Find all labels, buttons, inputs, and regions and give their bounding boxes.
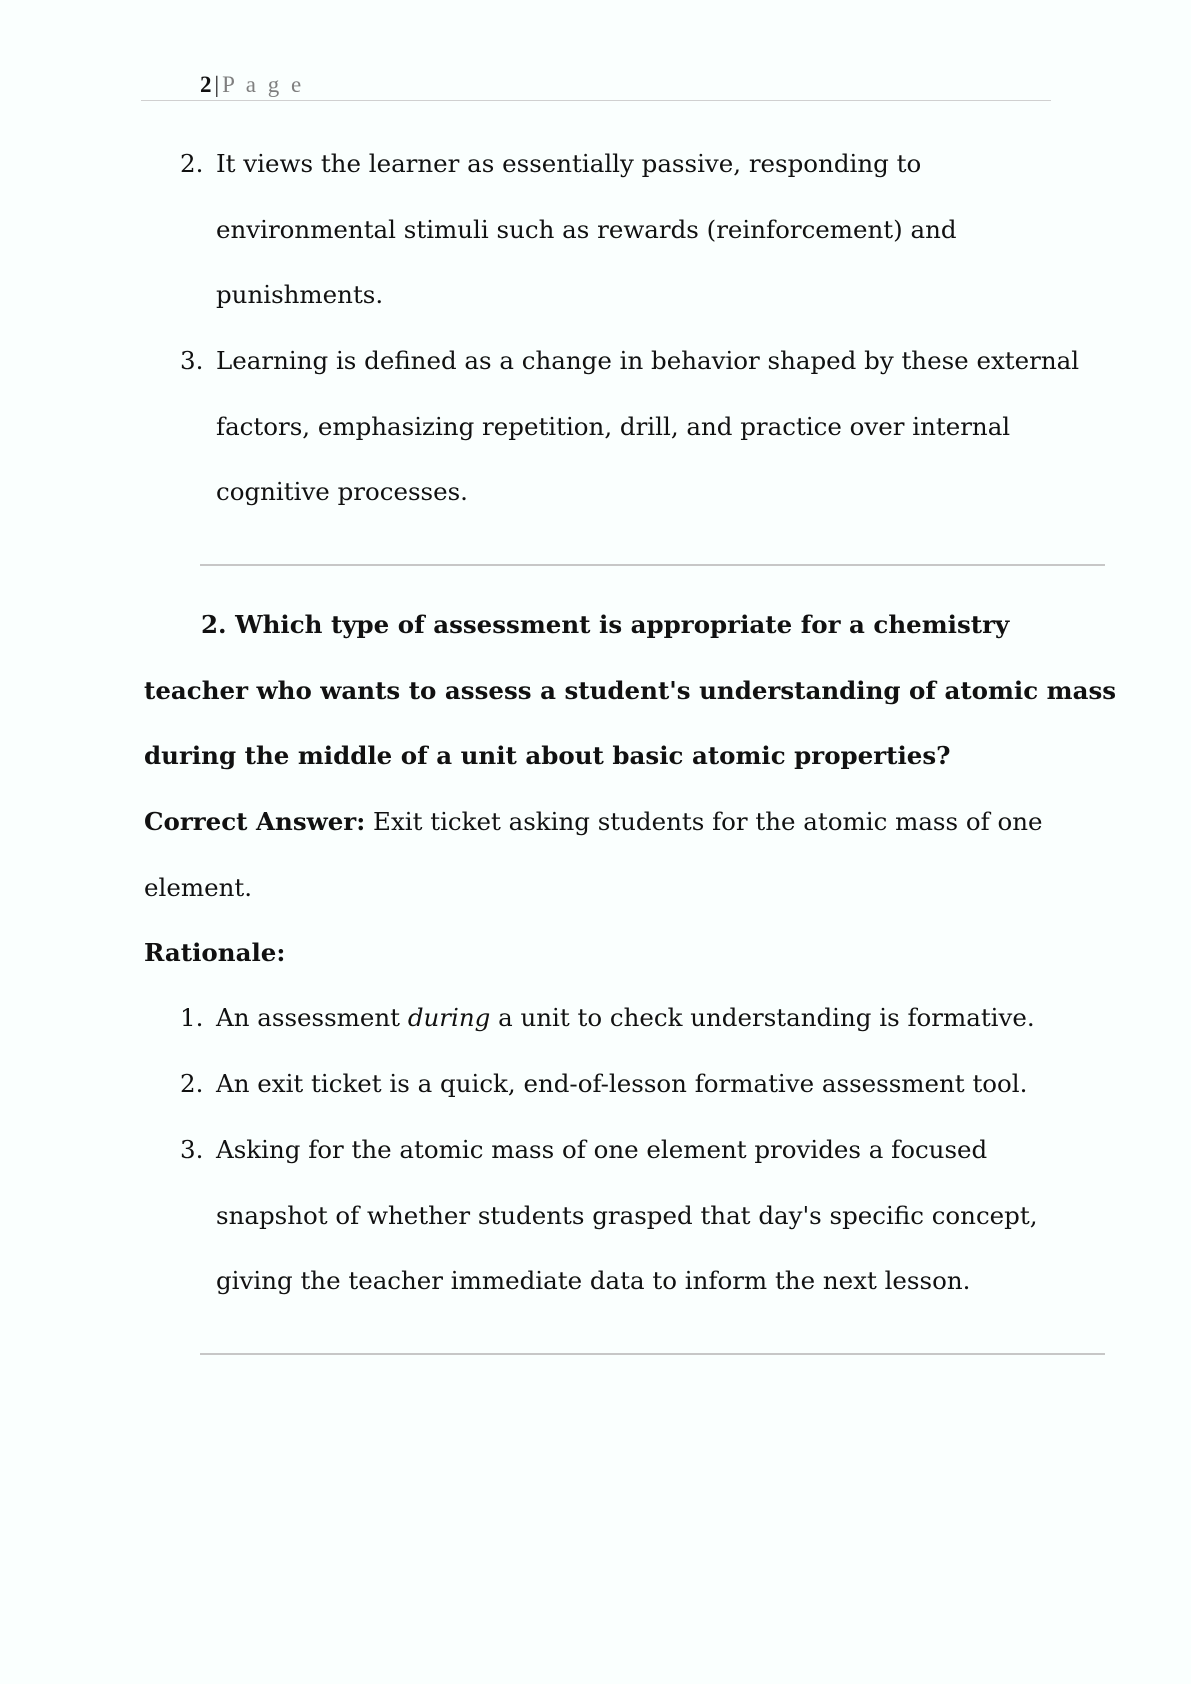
list-number: 2. xyxy=(180,1069,204,1098)
list-text-line: factors, emphasizing repetition, drill, and practice over internal xyxy=(216,411,1011,441)
list-number: 3. xyxy=(180,346,204,375)
header-rule xyxy=(141,100,1051,101)
list-text-line: cognitive processes. xyxy=(216,477,468,507)
answer-line xyxy=(144,789,1043,855)
list-text-line: Learning is defined as a change in behavior shaped by these external xyxy=(216,346,1080,375)
list-text xyxy=(216,985,1035,1051)
list-number: 2. xyxy=(180,149,204,178)
list-text-line: It views the learner as essentially passive, responding to xyxy=(216,149,922,178)
rationale-text: An assessment xyxy=(216,1003,408,1032)
list-text xyxy=(216,328,1079,525)
page-header xyxy=(200,70,304,100)
answer-block xyxy=(144,789,1043,920)
answer-label: Correct Answer: xyxy=(144,807,366,836)
list-number: 3. xyxy=(180,1135,204,1164)
header-separator: | xyxy=(214,72,220,97)
section-divider xyxy=(200,564,1105,566)
list-text-line: punishments. xyxy=(216,280,384,310)
answer-line: element. xyxy=(144,872,252,902)
list-text xyxy=(216,1117,1038,1314)
question-block xyxy=(144,592,1117,789)
rationale-emphasis: during xyxy=(407,1003,491,1032)
page-number: 2 xyxy=(200,72,212,97)
question-line: 2. Which type of assessment is appropriate for a chemistry xyxy=(201,610,1010,639)
page-label: P a g e xyxy=(222,72,305,97)
list-text: An exit ticket is a quick, end-of-lesson formative assessment tool. xyxy=(216,1069,1028,1098)
list-number: 1. xyxy=(180,1003,204,1032)
list-text xyxy=(216,131,957,328)
section-divider xyxy=(200,1353,1105,1355)
list-text-line: giving the teacher immediate data to inform the next lesson. xyxy=(216,1266,971,1296)
rationale-heading: Rationale: xyxy=(144,938,286,967)
question-line: teacher who wants to assess a student's understanding of atomic mass xyxy=(144,675,1117,705)
question-line: during the middle of a unit about basic atomic properties? xyxy=(144,741,951,771)
answer-text: Exit ticket asking students for the atomic mass of one xyxy=(365,807,1043,836)
list-text-line: snapshot of whether students grasped that day's specific concept, xyxy=(216,1200,1038,1230)
list-text-line: Asking for the atomic mass of one element provides a focused xyxy=(216,1135,988,1164)
rationale-text: a unit to check understanding is formative. xyxy=(490,1003,1035,1032)
list-text-line: environmental stimuli such as rewards (reinforcement) and xyxy=(216,214,957,244)
